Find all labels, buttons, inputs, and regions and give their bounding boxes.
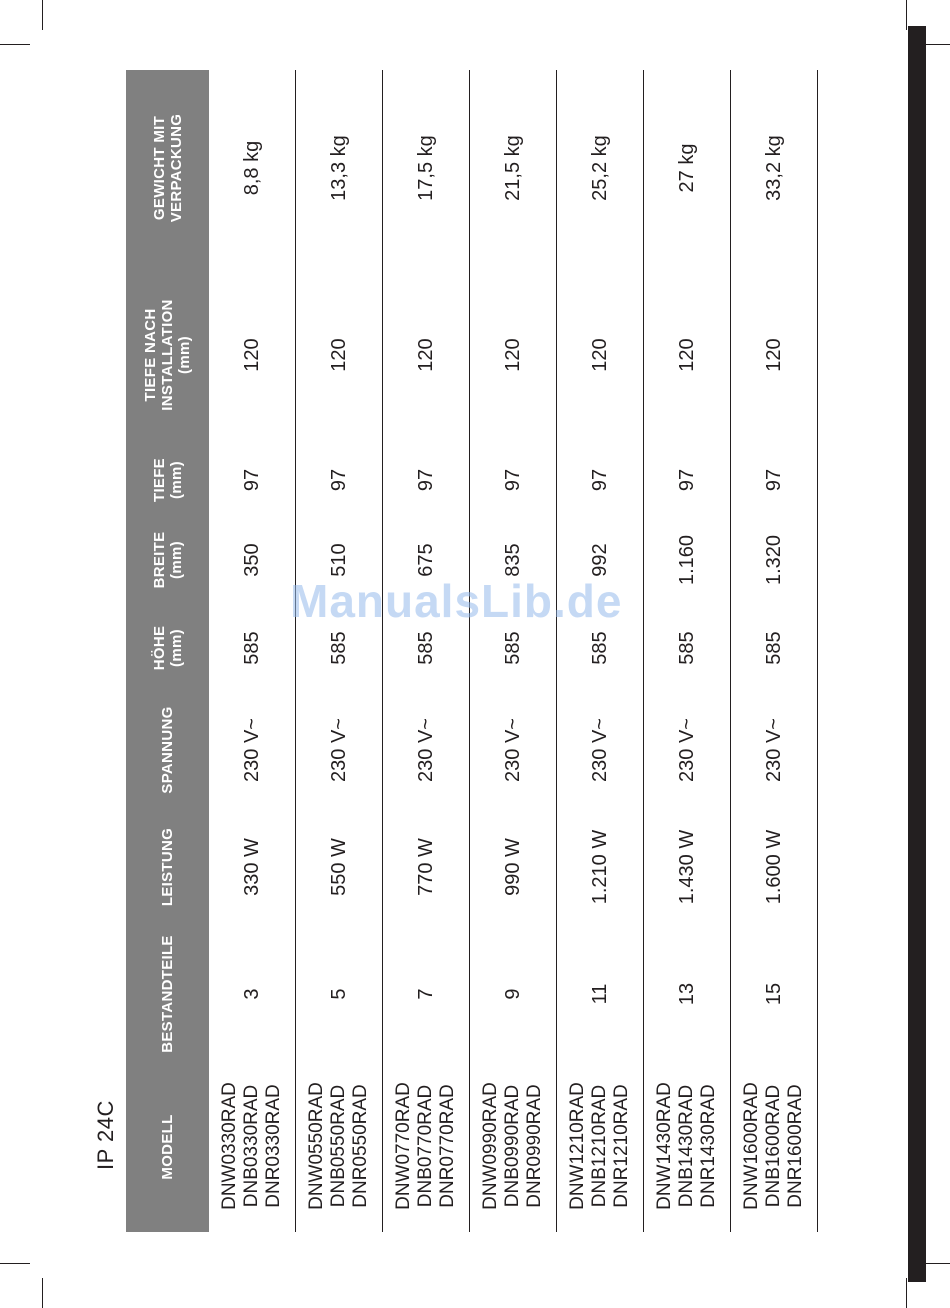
cell-parts: 9 (470, 926, 557, 1062)
cell-voltage: 230 V~ (209, 692, 296, 808)
cell-parts: 15 (731, 926, 818, 1062)
spec-table (126, 70, 818, 1232)
cell-weight: 21,5 kg (470, 70, 557, 266)
cell-model (644, 1062, 731, 1232)
header-voltage: SPANNUNG (126, 692, 209, 808)
cell-parts: 11 (557, 926, 644, 1062)
model-code: DNW1600RAD (741, 1082, 762, 1210)
cell-power: 550 W (296, 808, 383, 926)
model-code: DNB1210RAD (589, 1084, 610, 1208)
header-height-label: HÖHE (150, 625, 168, 671)
cell-model (296, 1062, 383, 1232)
cell-install-depth: 120 (383, 266, 470, 444)
cell-weight: 17,5 kg (383, 70, 470, 266)
cell-install-depth: 120 (644, 266, 731, 444)
model-code: DNW0990RAD (480, 1082, 501, 1210)
header-width (126, 516, 209, 604)
cell-depth: 97 (644, 444, 731, 516)
cell-power: 1.210 W (557, 808, 644, 926)
cell-voltage: 230 V~ (296, 692, 383, 808)
cell-height: 585 (644, 604, 731, 692)
header-depth-unit: (mm) (167, 461, 185, 499)
model-code: DNR0330RAD (263, 1084, 284, 1208)
cell-width: 1.320 (731, 516, 818, 604)
table-row (209, 70, 296, 1232)
header-weight-line2: VERPACKUNG (167, 113, 185, 223)
cell-power: 1.430 W (644, 808, 731, 926)
model-code: DNW0550RAD (306, 1082, 327, 1210)
header-power: LEISTUNG (126, 808, 209, 926)
cell-depth: 97 (731, 444, 818, 516)
cell-width: 992 (557, 516, 644, 604)
model-code: DNW1430RAD (654, 1082, 675, 1210)
model-code: DNW1210RAD (567, 1082, 588, 1210)
header-depth-label: TIEFE (150, 458, 168, 503)
model-code: DNW0330RAD (219, 1082, 240, 1210)
model-code: DNB0990RAD (502, 1084, 523, 1208)
model-code: DNR0990RAD (524, 1084, 545, 1208)
cell-depth: 97 (557, 444, 644, 516)
cell-voltage: 230 V~ (731, 692, 818, 808)
table-row (296, 70, 383, 1232)
cell-height: 585 (470, 604, 557, 692)
cell-parts: 3 (209, 926, 296, 1062)
header-weight (126, 70, 209, 266)
table-row (644, 70, 731, 1232)
cell-voltage: 230 V~ (557, 692, 644, 808)
cell-height: 585 (209, 604, 296, 692)
header-install-depth-unit: (mm) (176, 336, 193, 374)
header-width-label: BREITE (150, 531, 168, 589)
cell-install-depth: 120 (209, 266, 296, 444)
cell-model (470, 1062, 557, 1232)
cell-width: 510 (296, 516, 383, 604)
cell-width: 350 (209, 516, 296, 604)
cell-install-depth: 120 (557, 266, 644, 444)
table-header-row (126, 70, 209, 1232)
model-code: DNR1430RAD (698, 1084, 719, 1208)
cell-depth: 97 (470, 444, 557, 516)
table-row (383, 70, 470, 1232)
document-title: IP 24C (93, 1100, 118, 1170)
header-width-unit: (mm) (167, 541, 185, 579)
cell-weight: 27 kg (644, 70, 731, 266)
cell-model (383, 1062, 470, 1232)
cell-depth: 97 (296, 444, 383, 516)
cell-height: 585 (557, 604, 644, 692)
cell-width: 675 (383, 516, 470, 604)
model-code: DNR1210RAD (611, 1084, 632, 1208)
cell-model (731, 1062, 818, 1232)
model-code: DNR1600RAD (785, 1084, 806, 1208)
header-height-unit: (mm) (167, 629, 185, 667)
model-code: DNB0770RAD (415, 1084, 436, 1208)
model-code: DNB0550RAD (328, 1084, 349, 1208)
table-row (470, 70, 557, 1232)
cell-height: 585 (383, 604, 470, 692)
model-code: DNB0330RAD (241, 1084, 262, 1208)
cell-voltage: 230 V~ (383, 692, 470, 808)
header-parts: BESTANDTEILE (126, 926, 209, 1062)
header-install-depth-line1: TIEFE NACH (142, 308, 159, 402)
cell-height: 585 (296, 604, 383, 692)
cell-power: 330 W (209, 808, 296, 926)
cell-voltage: 230 V~ (470, 692, 557, 808)
cell-power: 990 W (470, 808, 557, 926)
cell-weight: 13,3 kg (296, 70, 383, 266)
cell-install-depth: 120 (470, 266, 557, 444)
header-install-depth (126, 266, 209, 444)
cell-voltage: 230 V~ (644, 692, 731, 808)
cell-model (209, 1062, 296, 1232)
cell-parts: 7 (383, 926, 470, 1062)
cell-parts: 13 (644, 926, 731, 1062)
watermark-text: ManualsLib.de (290, 575, 623, 627)
cell-parts: 5 (296, 926, 383, 1062)
header-height (126, 604, 209, 692)
cell-depth: 97 (209, 444, 296, 516)
table-row (731, 70, 818, 1232)
header-install-depth-line2: INSTALLATION (159, 299, 176, 411)
cell-install-depth: 120 (731, 266, 818, 444)
cell-install-depth: 120 (296, 266, 383, 444)
cell-height: 585 (731, 604, 818, 692)
cell-model (557, 1062, 644, 1232)
cell-weight: 25,2 kg (557, 70, 644, 266)
model-code: DNR0550RAD (350, 1084, 371, 1208)
cell-width: 1.160 (644, 516, 731, 604)
cell-width: 835 (470, 516, 557, 604)
cell-depth: 97 (383, 444, 470, 516)
rotated-content (86, 70, 826, 1232)
cell-power: 1.600 W (731, 808, 818, 926)
header-depth (126, 444, 209, 516)
header-model: MODELL (126, 1062, 209, 1232)
model-code: DNB1430RAD (676, 1084, 697, 1208)
cell-weight: 33,2 kg (731, 70, 818, 266)
model-code: DNR0770RAD (437, 1084, 458, 1208)
table-row (557, 70, 644, 1232)
cell-power: 770 W (383, 808, 470, 926)
cell-weight: 8,8 kg (209, 70, 296, 266)
model-code: DNW0770RAD (393, 1082, 414, 1210)
header-weight-line1: GEWICHT MIT (150, 115, 168, 221)
model-code: DNB1600RAD (763, 1084, 784, 1208)
